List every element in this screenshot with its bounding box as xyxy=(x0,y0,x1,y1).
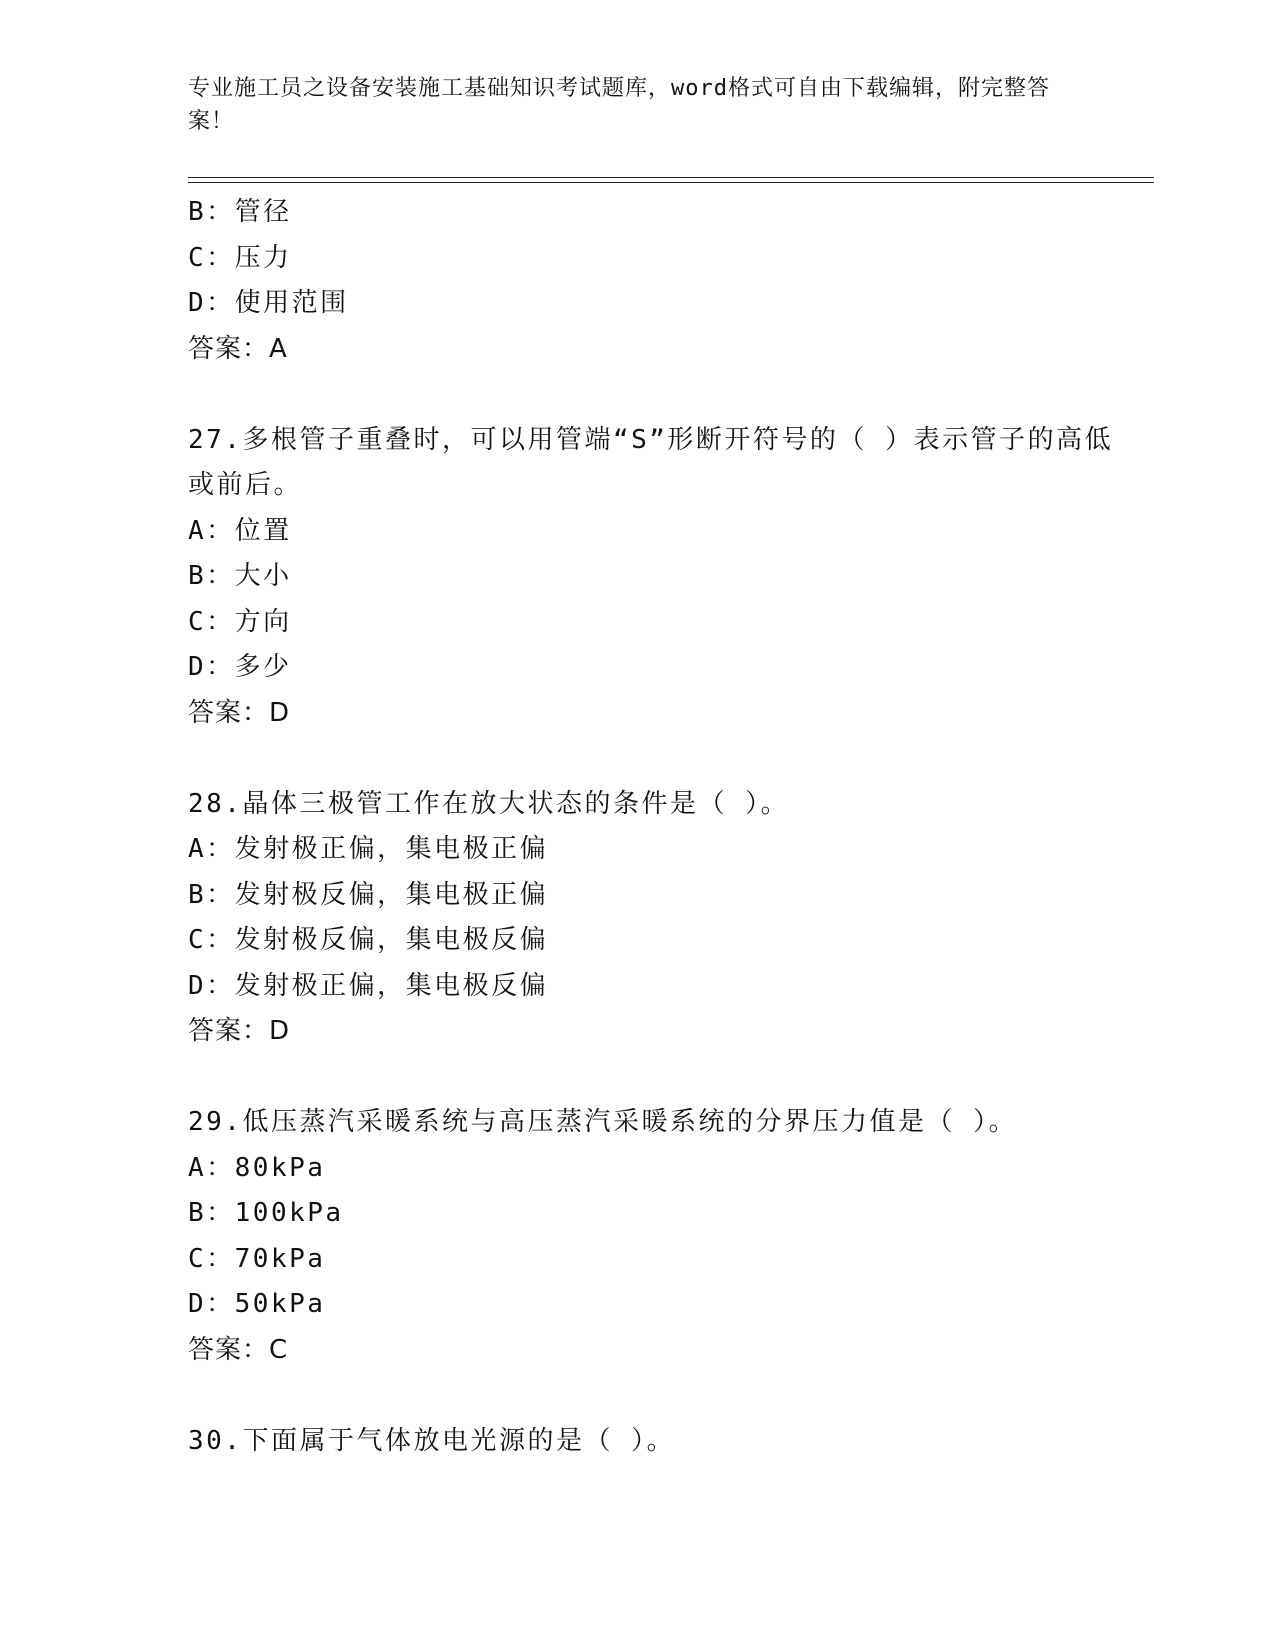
answer-line: 答案：D xyxy=(188,697,291,728)
question-28 xyxy=(188,782,1128,1055)
spacer xyxy=(188,372,1128,418)
option-c: C：70kPa xyxy=(188,1243,326,1274)
option-d: D：发射极正偏，集电极反偏 xyxy=(188,970,549,1001)
answer-line: 答案：A xyxy=(188,333,288,364)
option-a: A：发射极正偏，集电极正偏 xyxy=(188,834,549,864)
question-29 xyxy=(188,1100,1128,1373)
option-c: C：方向 xyxy=(188,606,292,637)
option-a: A：位置 xyxy=(188,515,292,546)
option-a: A：80kPa xyxy=(188,1152,326,1183)
answer-line: 答案：C xyxy=(188,1334,289,1365)
spacer xyxy=(188,736,1128,782)
document-header: 专业施工员之设备安装施工基础知识考试题库，word格式可自由下载编辑，附完整答案！ xyxy=(188,76,1050,134)
option-b: B：100kPa xyxy=(188,1198,344,1228)
spacer xyxy=(188,1055,1128,1101)
question-stem: 27.多根管子重叠时，可以用管端“S”形断开符号的（ ）表示管子的高低或前后。 xyxy=(188,424,1114,500)
question-stem: 28.晶体三极管工作在放大状态的条件是（ ）。 xyxy=(188,788,790,819)
option-d: D：多少 xyxy=(188,652,292,682)
question-30 xyxy=(188,1419,1128,1465)
spacer xyxy=(188,1373,1128,1419)
continued-question xyxy=(188,190,1128,372)
option-b: B：发射极反偏，集电极正偏 xyxy=(188,879,549,910)
question-stem: 29.低压蒸汽采暖系统与高压蒸汽采暖系统的分界压力值是（ ）。 xyxy=(188,1107,1018,1137)
answer-line: 答案：D xyxy=(188,1016,291,1046)
question-content xyxy=(188,190,1128,1464)
question-27 xyxy=(188,418,1128,737)
header-rule-bottom xyxy=(188,182,1154,183)
option-b: B：管径 xyxy=(188,197,292,227)
option-d: D：使用范围 xyxy=(188,288,349,318)
option-c: C：压力 xyxy=(188,242,292,273)
option-c: C：发射极反偏，集电极反偏 xyxy=(188,925,549,955)
header-rule-top xyxy=(188,177,1154,178)
question-stem: 30.下面属于气体放电光源的是（ ）。 xyxy=(188,1425,676,1456)
option-d: D：50kPa xyxy=(188,1289,326,1319)
option-b: B：大小 xyxy=(188,561,292,591)
